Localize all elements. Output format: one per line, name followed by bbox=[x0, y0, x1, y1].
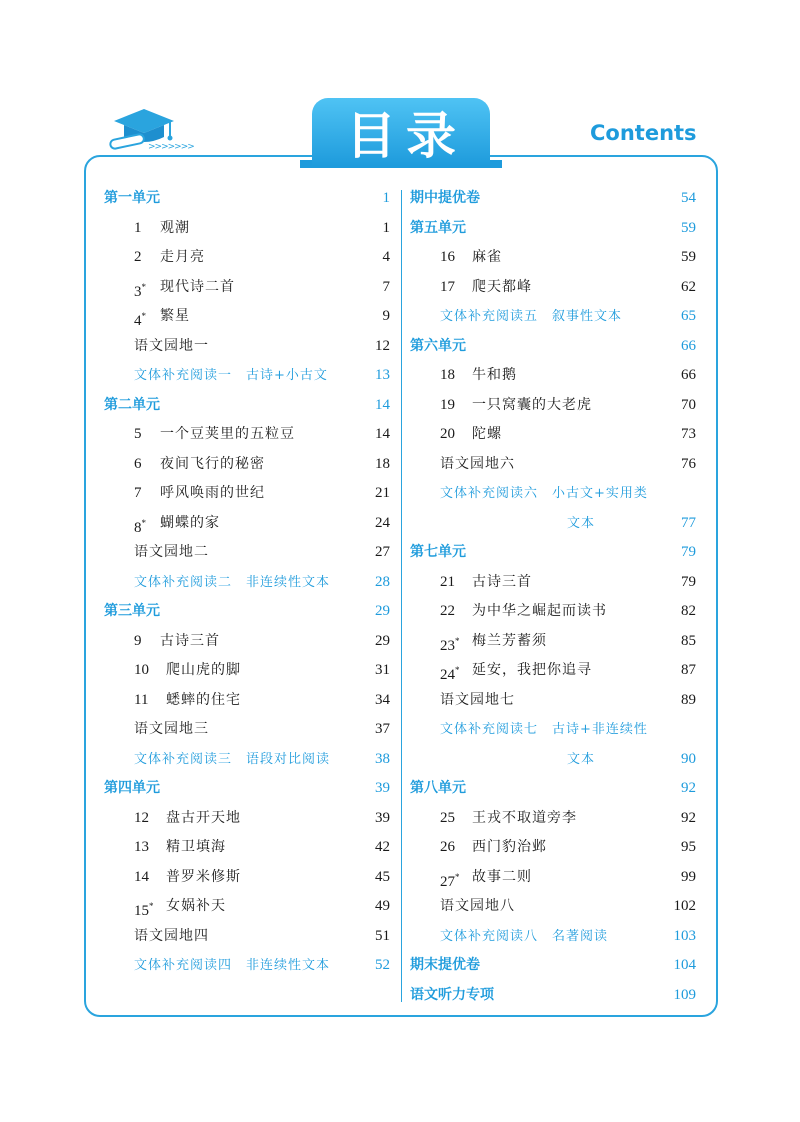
svg-text:>>>>>>>: >>>>>>> bbox=[148, 142, 194, 152]
toc-entry-lesson bbox=[410, 420, 696, 450]
lesson-number: 8* bbox=[134, 517, 146, 536]
page-number: 109 bbox=[673, 986, 696, 1003]
lesson-number: 18 bbox=[440, 367, 455, 383]
toc-entry-lesson bbox=[104, 892, 390, 922]
page-number: 49 bbox=[375, 898, 390, 914]
lesson-title: 观潮 bbox=[160, 219, 190, 236]
page-number: 89 bbox=[681, 691, 696, 708]
optional-star: * bbox=[141, 311, 146, 321]
lesson-number: 6 bbox=[134, 455, 142, 472]
optional-star: * bbox=[455, 635, 460, 646]
supp-label: 文体补充阅读八 名著阅读 bbox=[440, 928, 609, 944]
lesson-number: 4* bbox=[134, 311, 146, 329]
toc-entry-supp bbox=[410, 479, 696, 509]
page-number: 73 bbox=[681, 426, 696, 442]
lesson-number: 1 bbox=[134, 219, 142, 236]
toc-entry-unit bbox=[104, 597, 390, 627]
unit-label: 第六单元 bbox=[410, 337, 466, 354]
toc-entry-lesson bbox=[104, 420, 390, 450]
page-number: 24 bbox=[375, 514, 390, 531]
lesson-title: 呼风唤雨的世纪 bbox=[160, 485, 265, 501]
lesson-title: 走月亮 bbox=[160, 249, 205, 265]
supp-label: 文体补充阅读一 古诗+小古文 bbox=[134, 368, 328, 383]
unit-label: 第三单元 bbox=[104, 603, 160, 619]
column-divider bbox=[401, 190, 402, 1002]
page-number: 79 bbox=[681, 544, 696, 560]
supplement-subtitle: 名著阅读 bbox=[552, 928, 609, 944]
supp-label: 文体补充阅读四 非连续性文本 bbox=[134, 958, 331, 973]
page-number: 99 bbox=[681, 868, 696, 885]
page-number: 82 bbox=[681, 603, 696, 619]
toc-entry-lesson bbox=[410, 243, 696, 273]
toc-entry-supp bbox=[104, 568, 390, 598]
lesson-number: 22 bbox=[440, 603, 455, 619]
toc-entry-supp bbox=[104, 361, 390, 391]
lesson-number: 3* bbox=[134, 281, 146, 300]
optional-star: * bbox=[455, 665, 460, 675]
lesson-number: 13 bbox=[134, 839, 149, 855]
toc-entry-supp bbox=[410, 922, 696, 952]
page-number: 90 bbox=[681, 750, 696, 767]
page-number: 66 bbox=[681, 367, 696, 383]
page-number: 1 bbox=[382, 190, 390, 206]
supp-label: 文体补充阅读三 语段对比阅读 bbox=[134, 751, 331, 767]
supplement-subtitle: 小古文+实用类 bbox=[552, 486, 648, 501]
toc-entry-lesson bbox=[410, 833, 696, 863]
supplement-subtitle: 语段对比阅读 bbox=[246, 751, 331, 767]
toc-entry-yuwen bbox=[104, 922, 390, 952]
toc-entry-lesson bbox=[410, 361, 696, 391]
page-number: 13 bbox=[375, 367, 390, 383]
page-number: 39 bbox=[375, 780, 390, 796]
lesson-title: 蝴蝶的家 bbox=[160, 514, 220, 531]
toc-entry-supp bbox=[410, 715, 696, 745]
lesson-title: 精卫填海 bbox=[166, 839, 226, 855]
page-number: 104 bbox=[673, 957, 696, 973]
toc-entry-lesson bbox=[104, 686, 390, 716]
lesson-title: 古诗三首 bbox=[160, 632, 220, 649]
lesson-title: 一个豆荚里的五粒豆 bbox=[160, 426, 295, 442]
lesson-number: 24* bbox=[440, 665, 460, 683]
toc-entry-lesson bbox=[410, 568, 696, 598]
toc-entry-unit bbox=[410, 951, 696, 981]
lesson-number: 16 bbox=[440, 249, 455, 265]
page-number: 76 bbox=[681, 455, 696, 472]
page-number: 9 bbox=[382, 308, 390, 324]
graduation-cap-icon bbox=[108, 103, 194, 153]
toc-left-column bbox=[104, 184, 390, 1008]
toc-entry-lesson bbox=[104, 479, 390, 509]
page-number: 79 bbox=[681, 573, 696, 590]
page-number: 77 bbox=[681, 514, 696, 531]
toc-entry-supp bbox=[104, 745, 390, 775]
lesson-number: 15* bbox=[134, 901, 154, 919]
toc-entry-supp-cont bbox=[410, 745, 696, 775]
title-tab bbox=[312, 98, 490, 166]
unit-label: 第五单元 bbox=[410, 219, 466, 236]
toc-entry-lesson bbox=[104, 273, 390, 303]
unit-label: 第二单元 bbox=[104, 396, 160, 413]
page-number: 29 bbox=[375, 632, 390, 649]
toc-entry-unit bbox=[104, 774, 390, 804]
lesson-title: 为中华之崛起而读书 bbox=[472, 603, 607, 619]
toc-entry-yuwen bbox=[104, 538, 390, 568]
supp-cont-label: 文本 bbox=[567, 751, 596, 767]
lesson-title: 故事二则 bbox=[472, 868, 532, 885]
lesson-title: 陀螺 bbox=[472, 426, 502, 442]
yuwen-label: 语文园地四 bbox=[134, 927, 209, 944]
page-number: 51 bbox=[375, 927, 390, 944]
toc-entry-unit bbox=[410, 774, 696, 804]
lesson-number: 11 bbox=[134, 691, 149, 708]
page-number: 52 bbox=[375, 957, 390, 973]
yuwen-label: 语文园地六 bbox=[440, 455, 515, 472]
page-number: 102 bbox=[673, 898, 696, 914]
lesson-title: 西门豹治邺 bbox=[472, 839, 547, 855]
toc-entry-lesson bbox=[104, 804, 390, 834]
lesson-number: 20 bbox=[440, 426, 455, 442]
toc-entry-yuwen bbox=[410, 450, 696, 480]
page-number: 4 bbox=[382, 249, 390, 265]
page-number: 38 bbox=[375, 750, 390, 767]
lesson-number: 19 bbox=[440, 396, 455, 413]
toc-entry-unit bbox=[104, 391, 390, 421]
unit-label: 第八单元 bbox=[410, 780, 466, 796]
lesson-title: 夜间飞行的秘密 bbox=[160, 455, 265, 472]
page-number: 29 bbox=[375, 603, 390, 619]
lesson-title: 盘古开天地 bbox=[166, 809, 241, 826]
toc-entry-unit bbox=[410, 184, 696, 214]
page-title: 目录 bbox=[346, 107, 466, 165]
page-number: 54 bbox=[681, 190, 696, 206]
lesson-title: 爬山虎的脚 bbox=[166, 662, 241, 678]
page-number: 37 bbox=[375, 721, 390, 737]
page-number: 103 bbox=[673, 927, 696, 944]
page-number: 1 bbox=[382, 219, 390, 236]
lesson-title: 一只窝囊的大老虎 bbox=[472, 396, 592, 413]
page-number: 14 bbox=[375, 426, 390, 442]
lesson-title: 蟋蟀的住宅 bbox=[166, 691, 241, 708]
unit-label: 语文听力专项 bbox=[410, 986, 494, 1003]
page-number: 59 bbox=[681, 219, 696, 236]
optional-star: * bbox=[141, 517, 146, 528]
page-number: 27 bbox=[375, 544, 390, 560]
lesson-number: 10 bbox=[134, 662, 149, 678]
toc-entry-yuwen bbox=[410, 892, 696, 922]
toc-entry-yuwen bbox=[410, 686, 696, 716]
toc-entry-supp-cont bbox=[410, 509, 696, 539]
supp-label: 文体补充阅读五 叙事性文本 bbox=[440, 309, 623, 324]
page-number: 7 bbox=[382, 278, 390, 295]
lesson-title: 王戎不取道旁李 bbox=[472, 809, 577, 826]
unit-label: 期末提优卷 bbox=[410, 957, 480, 973]
toc-entry-yuwen bbox=[104, 715, 390, 745]
page-number: 12 bbox=[375, 337, 390, 354]
lesson-number: 25 bbox=[440, 809, 455, 826]
page-number: 85 bbox=[681, 632, 696, 649]
toc-entry-lesson bbox=[104, 214, 390, 244]
unit-label: 第一单元 bbox=[104, 190, 160, 206]
optional-star: * bbox=[455, 871, 460, 882]
lesson-title: 爬天都峰 bbox=[472, 278, 532, 295]
supp-label: 文体补充阅读七 古诗+非连续性 bbox=[440, 722, 648, 737]
page-number: 39 bbox=[375, 809, 390, 826]
supplement-subtitle: 古诗+小古文 bbox=[246, 368, 328, 383]
page-number: 59 bbox=[681, 249, 696, 265]
toc-entry-lesson bbox=[104, 656, 390, 686]
lesson-title: 牛和鹅 bbox=[472, 367, 517, 383]
lesson-number: 7 bbox=[134, 485, 142, 501]
lesson-number: 2 bbox=[134, 249, 142, 265]
toc-entry-lesson bbox=[104, 833, 390, 863]
toc-entry-lesson bbox=[104, 627, 390, 657]
lesson-title: 女娲补天 bbox=[166, 898, 226, 914]
lesson-number: 23* bbox=[440, 635, 460, 654]
toc-entry-lesson bbox=[104, 863, 390, 893]
page-number: 65 bbox=[681, 308, 696, 324]
page-number: 95 bbox=[681, 839, 696, 855]
yuwen-label: 语文园地三 bbox=[134, 721, 209, 737]
toc-entry-yuwen bbox=[104, 332, 390, 362]
supplement-subtitle: 古诗+非连续性 bbox=[552, 722, 648, 737]
lesson-number: 26 bbox=[440, 839, 455, 855]
unit-label: 第七单元 bbox=[410, 544, 466, 560]
toc-entry-lesson bbox=[410, 656, 696, 686]
page-number: 21 bbox=[375, 485, 390, 501]
lesson-number: 12 bbox=[134, 809, 149, 826]
page-number: 87 bbox=[681, 662, 696, 678]
page-number: 42 bbox=[375, 839, 390, 855]
lesson-title: 古诗三首 bbox=[472, 573, 532, 590]
toc-entry-lesson bbox=[410, 863, 696, 893]
lesson-title: 延安，我把你追寻 bbox=[472, 662, 592, 678]
toc-entry-lesson bbox=[104, 302, 390, 332]
toc-entry-lesson bbox=[410, 391, 696, 421]
toc-entry-unit bbox=[410, 538, 696, 568]
lesson-number: 9 bbox=[134, 632, 142, 649]
yuwen-label: 语文园地一 bbox=[134, 337, 209, 354]
supp-label: 文体补充阅读二 非连续性文本 bbox=[134, 574, 331, 590]
toc-right-column bbox=[410, 184, 696, 1008]
yuwen-label: 语文园地七 bbox=[440, 691, 515, 708]
toc-entry-lesson bbox=[104, 450, 390, 480]
page-number: 45 bbox=[375, 868, 390, 885]
supplement-subtitle: 非连续性文本 bbox=[246, 574, 331, 590]
lesson-number: 14 bbox=[134, 868, 149, 885]
toc-entry-lesson bbox=[410, 804, 696, 834]
supplement-subtitle: 非连续性文本 bbox=[246, 958, 331, 973]
lesson-title: 梅兰芳蓄须 bbox=[472, 632, 547, 649]
yuwen-label: 语文园地二 bbox=[134, 544, 209, 560]
toc-entry-unit bbox=[410, 981, 696, 1011]
page-number: 62 bbox=[681, 278, 696, 295]
page-number: 18 bbox=[375, 455, 390, 472]
unit-label: 第四单元 bbox=[104, 780, 160, 796]
toc-entry-unit bbox=[410, 214, 696, 244]
page-number: 14 bbox=[375, 396, 390, 413]
page-number: 66 bbox=[681, 337, 696, 354]
lesson-title: 普罗米修斯 bbox=[166, 868, 241, 885]
lesson-title: 现代诗二首 bbox=[160, 278, 235, 295]
lesson-number: 17 bbox=[440, 278, 455, 295]
optional-star: * bbox=[141, 281, 146, 292]
toc-entry-lesson bbox=[410, 597, 696, 627]
page-number: 31 bbox=[375, 662, 390, 678]
optional-star: * bbox=[149, 901, 154, 911]
supp-cont-label: 文本 bbox=[567, 515, 596, 531]
page-number: 28 bbox=[375, 573, 390, 590]
page-number: 92 bbox=[681, 809, 696, 826]
toc-entry-unit bbox=[410, 332, 696, 362]
lesson-title: 麻雀 bbox=[472, 249, 502, 265]
toc-entry-supp bbox=[410, 302, 696, 332]
lesson-title: 繁星 bbox=[160, 308, 190, 324]
lesson-number: 5 bbox=[134, 426, 142, 442]
page-number: 34 bbox=[375, 691, 390, 708]
toc-entry-lesson bbox=[104, 509, 390, 539]
supplement-subtitle: 叙事性文本 bbox=[552, 309, 623, 324]
toc-entry-lesson bbox=[410, 627, 696, 657]
lesson-number: 21 bbox=[440, 573, 455, 590]
toc-entry-supp bbox=[104, 951, 390, 981]
page-number: 70 bbox=[681, 396, 696, 413]
toc-entry-unit bbox=[104, 184, 390, 214]
unit-label: 期中提优卷 bbox=[410, 190, 480, 206]
yuwen-label: 语文园地八 bbox=[440, 898, 515, 914]
supp-label: 文体补充阅读六 小古文+实用类 bbox=[440, 486, 648, 501]
toc-entry-lesson bbox=[410, 273, 696, 303]
page-number: 92 bbox=[681, 780, 696, 796]
lesson-number: 27* bbox=[440, 871, 460, 890]
contents-label: Contents bbox=[590, 121, 697, 145]
toc-entry-lesson bbox=[104, 243, 390, 273]
